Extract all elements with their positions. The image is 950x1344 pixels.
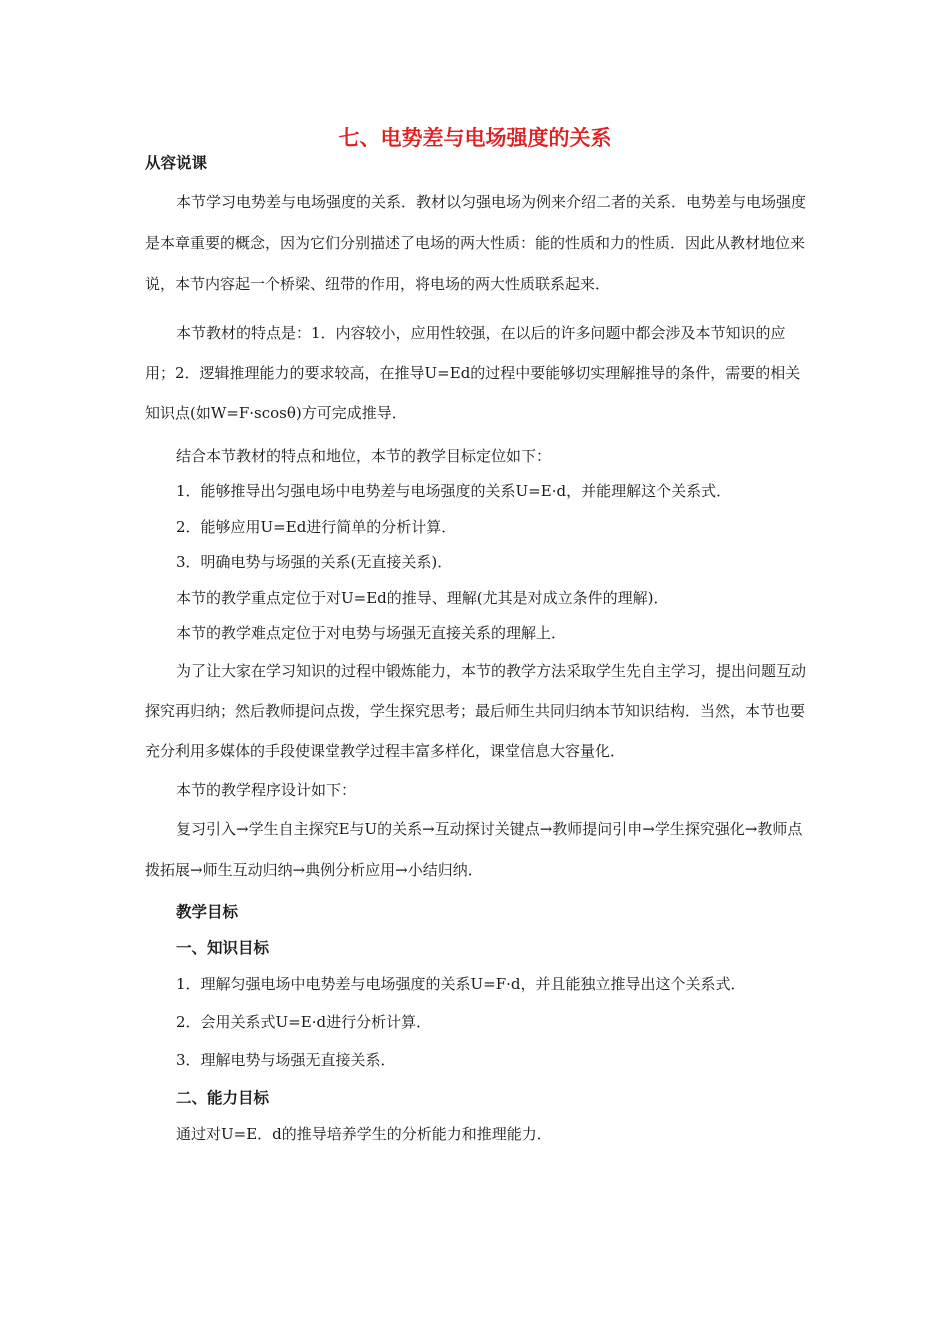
list-line: 本节的教学难点定位于对电势与场强无直接关系的理解上．	[176, 624, 567, 643]
section-heading-intro: 从容说课	[145, 154, 208, 172]
knowledge-item: 3．理解电势与场强无直接关系．	[176, 1051, 396, 1070]
list-line: 本节的教学重点定位于对U=Ed的推导、理解(尤其是对成立条件的理解)．	[176, 588, 669, 607]
paragraph-procedure-intro: 本节的教学程序设计如下：	[176, 781, 357, 800]
subsection-heading-ability: 二、能力目标	[176, 1089, 270, 1108]
document-body	[145, 150, 810, 1153]
list-line: 结合本节教材的特点和地位，本节的教学目标定位如下：	[176, 447, 552, 465]
section-heading-goals: 教学目标	[176, 903, 239, 922]
list-line: 1．能够推导出匀强电场中电势差与电场强度的关系U=E·d，并能理解这个关系式．	[176, 482, 732, 501]
page-title: 七、电势差与电场强度的关系	[338, 126, 612, 150]
paragraph-features: 本节教材的特点是：1．内容较小，应用性较强，在以后的许多问题中都会涉及本节知识的应用；2．逻辑推理能力的要求较高，在推导U=Ed的过程中要能够切实理解推导的条件，需要的相关知识点(如W=F·scosθ)方可完成推导．	[145, 324, 801, 422]
paragraph-overview: 本节学习电势差与电场强度的关系．教材以匀强电场为例来介绍二者的关系．电势差与电场强度是本章重要的概念，因为它们分别描述了电场的两大性质：能的性质和力的性质．因此从教材地位来说，本节内容起一个桥梁、纽带的作用，将电场的两大性质联系起来．	[145, 193, 807, 293]
subsection-heading-knowledge: 一、知识目标	[176, 939, 270, 958]
list-line: 3．明确电势与场强的关系(无直接关系)．	[176, 553, 453, 572]
ability-text: 通过对U=E．d的推导培养学生的分析能力和推理能力．	[176, 1125, 552, 1144]
list-line: 2．能够应用U=Ed进行简单的分析计算．	[176, 517, 457, 536]
paragraph-procedure-flow: 复习引入→学生自主探究E与U的关系→互动探讨关键点→教师提问引申→学生探究强化→教师点拨拓展→师生互动归纳→典例分析应用→小结归纳．	[145, 820, 803, 880]
knowledge-item: 2．会用关系式U=E·d进行分析计算．	[176, 1013, 432, 1032]
paragraph-method: 为了让大家在学习知识的过程中锻炼能力，本节的教学方法采取学生先自主学习，提出问题互动探究再归纳；然后教师提问点拨，学生探究思考；最后师生共同归纳本节知识结构．当然，本节也要充分利用多媒体的手段使课堂教学过程丰富多样化，课堂信息大容量化．	[145, 662, 807, 761]
knowledge-item: 1．理解匀强电场中电势差与电场强度的关系U=F·d，并且能独立推导出这个关系式．	[176, 975, 746, 994]
